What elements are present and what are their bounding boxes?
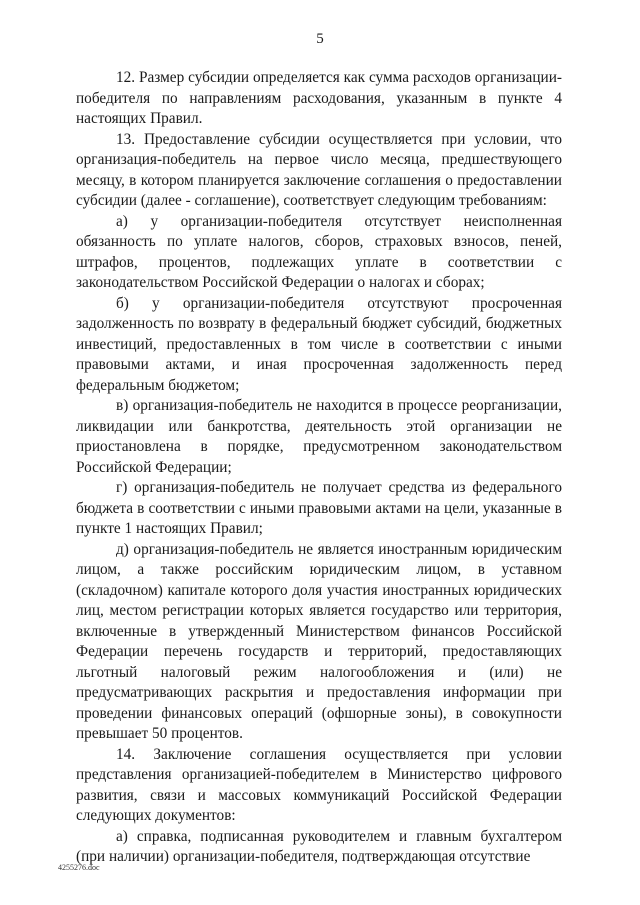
paragraph-14-agreement-documents: 14. Заключение соглашения осуществляется при условии представления организацией-победителем в Министерство цифрового развития, связи и массовых коммуникаций Российской Федерации следующих документов: (76, 745, 562, 824)
paragraph-13a-tax-obligations: а) у организации-победителя отсутствует неисполненная обязанность по уплате налогов, сборов, страховых взносов, пеней, штрафов, процентов, подлежащих уплате в соответствии с законодательством Российской Федерации о налогах и сборах; (76, 212, 562, 291)
paragraph-13b-overdue-debt: б) у организации-победителя отсутствуют просроченная задолженность по возврату в федеральный бюджет субсидий, бюджетных инвестиций, предоставленных в том числе в соответствии с иными правовыми актами, и иная просроченная задолженность перед федеральным бюджетом; (76, 294, 562, 394)
document-file-code: 4255276.doc (58, 863, 100, 872)
paragraph-13d-foreign-entity: д) организация-победитель не является иностранным юридическим лицом, а также российским юридическим лицом, в уставном (складочном) капитале которого доля участия иностранных юридических лиц, местом регистрации которых является государство или территория, включенные в утвержденный Министерством финансов Российской Федерации перечень государств и территорий, предоставляющих льготный налоговый режим налогообложения и (или) не предусматривающих раскрытия и предоставления информации при проведении финансовых операций (офшорные зоны), в совокупности превышает 50 процентов. (76, 540, 562, 742)
paragraph-13-conditions: 13. Предоставление субсидии осуществляется при условии, что организация-победитель на первое число месяца, предшествующего месяцу, в котором планируется заключение соглашения о предоставлении субсидии (далее - соглашение), соответствует следующим требованиям: (76, 130, 562, 209)
paragraph-13v-reorganization: в) организация-победитель не находится в процессе реорганизации, ликвидации или банкротства, деятельность этой организации не приостановлена в порядке, предусмотренном законодательством Российской Федерации; (76, 397, 562, 476)
page-number: 5 (316, 31, 324, 47)
paragraph-13g-other-funding: г) организация-победитель не получает средства из федерального бюджета в соответствии с иными правовыми актами на цели, указанные в пункте 1 настоящих Правил; (76, 479, 562, 537)
paragraph-12-subsidy-amount: 12. Размер субсидии определяется как сумма расходов организации-победителя по направлениям расходования, указанным в пункте 4 настоящих Правил. (76, 69, 562, 127)
document-body (76, 68, 562, 868)
paragraph-14a-certificate: а) справка, подписанная руководителем и главным бухгалтером (при наличии) организации-победителя, подтверждающая отсутствие (76, 827, 562, 865)
